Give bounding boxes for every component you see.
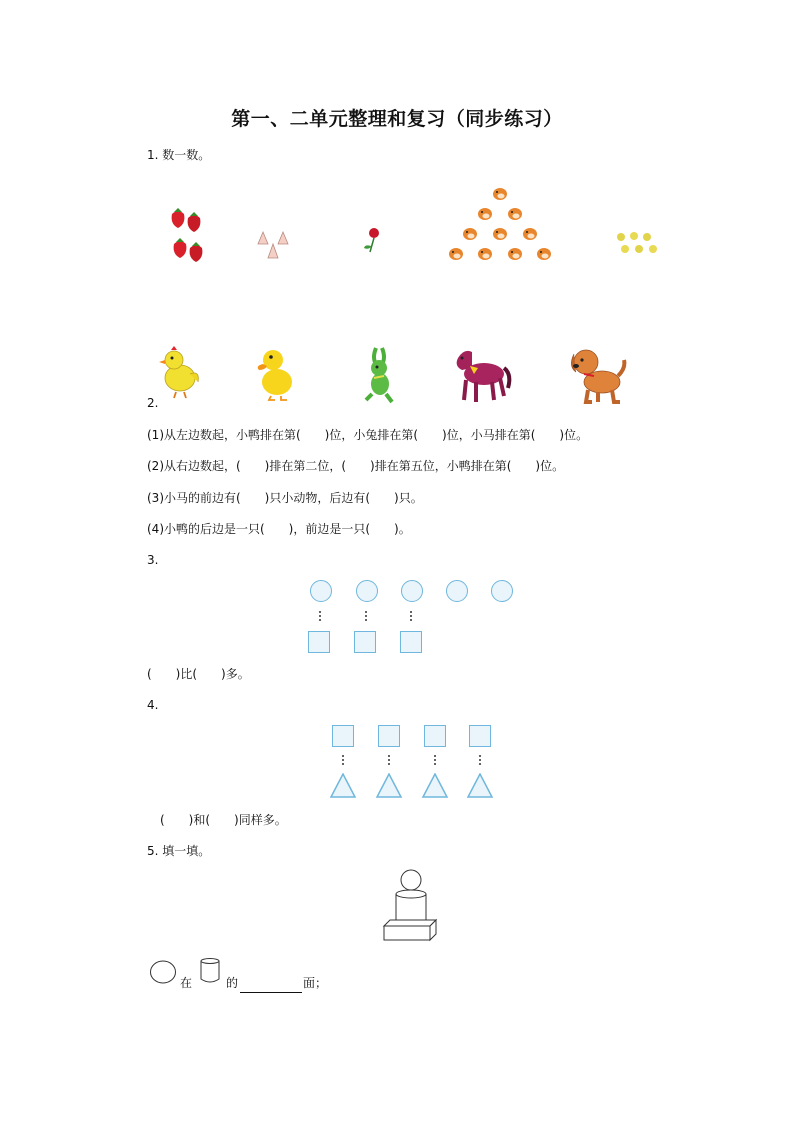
dotted-connector [319, 609, 323, 623]
dotted-connector [434, 753, 438, 767]
fish-figure [478, 208, 492, 220]
text-face: 面； [303, 976, 328, 990]
question-2-line-1: (1)从左边数起，小鸭排在第( )位，小兔排在第( )位，小马排在第( )位。 [147, 428, 589, 442]
question-3-answer: ( )比( )多。 [147, 667, 250, 681]
text-of: 的 [226, 976, 239, 990]
dotted-connector [388, 753, 392, 767]
answer-blank[interactable] [240, 976, 302, 995]
rabbit-image [360, 346, 400, 404]
square-shape [308, 631, 330, 653]
circle-shape [401, 580, 423, 602]
circle-shape [491, 580, 513, 602]
square-shape [469, 725, 491, 747]
dotted-connector [342, 753, 346, 767]
pears-image [614, 230, 660, 256]
dog-image [566, 344, 628, 406]
triangle-shape [377, 774, 401, 797]
chick-image [156, 344, 204, 400]
question-3-label: 3. [147, 553, 159, 567]
triangle-shape [468, 774, 492, 797]
strawberries-image [166, 204, 206, 264]
sphere-icon [149, 960, 177, 984]
cones-image [255, 228, 291, 264]
horse-image [450, 344, 512, 406]
square-shape [400, 631, 422, 653]
square-shape [424, 725, 446, 747]
fish-figure [523, 228, 537, 240]
circle-shape [310, 580, 332, 602]
text-at: 在 [180, 976, 193, 990]
fish-figure [463, 228, 477, 240]
fish-figure [508, 208, 522, 220]
question-2-line-3: (3)小马的前边有( )只小动物，后边有( )只。 [147, 491, 423, 505]
flower-image [362, 226, 384, 256]
circle-shape [356, 580, 378, 602]
square-shape [332, 725, 354, 747]
circle-shape [446, 580, 468, 602]
question-5-label: 5. 填一填。 [147, 844, 211, 858]
stacked-solids-image [382, 868, 438, 942]
triangle-shape [423, 774, 447, 797]
question-4-answer: ( )和( )同样多。 [160, 813, 287, 827]
square-shape [378, 725, 400, 747]
question-2-line-4: (4)小鸭的后边是一只( )，前边是一只( )。 [147, 522, 411, 536]
triangles-row [330, 773, 496, 799]
question-1-label: 1. 数一数。 [147, 148, 211, 162]
fish-figure [508, 248, 522, 260]
dotted-connector [479, 753, 483, 767]
fish-figure [537, 248, 551, 260]
fish-figure [449, 248, 463, 260]
triangle-shape [331, 774, 355, 797]
question-2-label: 2. [147, 396, 159, 410]
square-shape [354, 631, 376, 653]
fish-figure [493, 228, 507, 240]
page-title: 第一、二单元整理和复习（同步练习） [231, 108, 563, 130]
dotted-connector [410, 609, 414, 623]
duckling-image [253, 344, 297, 402]
dotted-connector [365, 609, 369, 623]
question-4-label: 4. [147, 698, 159, 712]
fish-figure [478, 248, 492, 260]
fish-figure [493, 188, 507, 200]
fish-triangle-image [448, 184, 552, 264]
cylinder-icon [199, 957, 221, 985]
question-2-line-2: (2)从右边数起，( )排在第二位，( )排在第五位，小鸭排在第( )位。 [147, 459, 565, 473]
